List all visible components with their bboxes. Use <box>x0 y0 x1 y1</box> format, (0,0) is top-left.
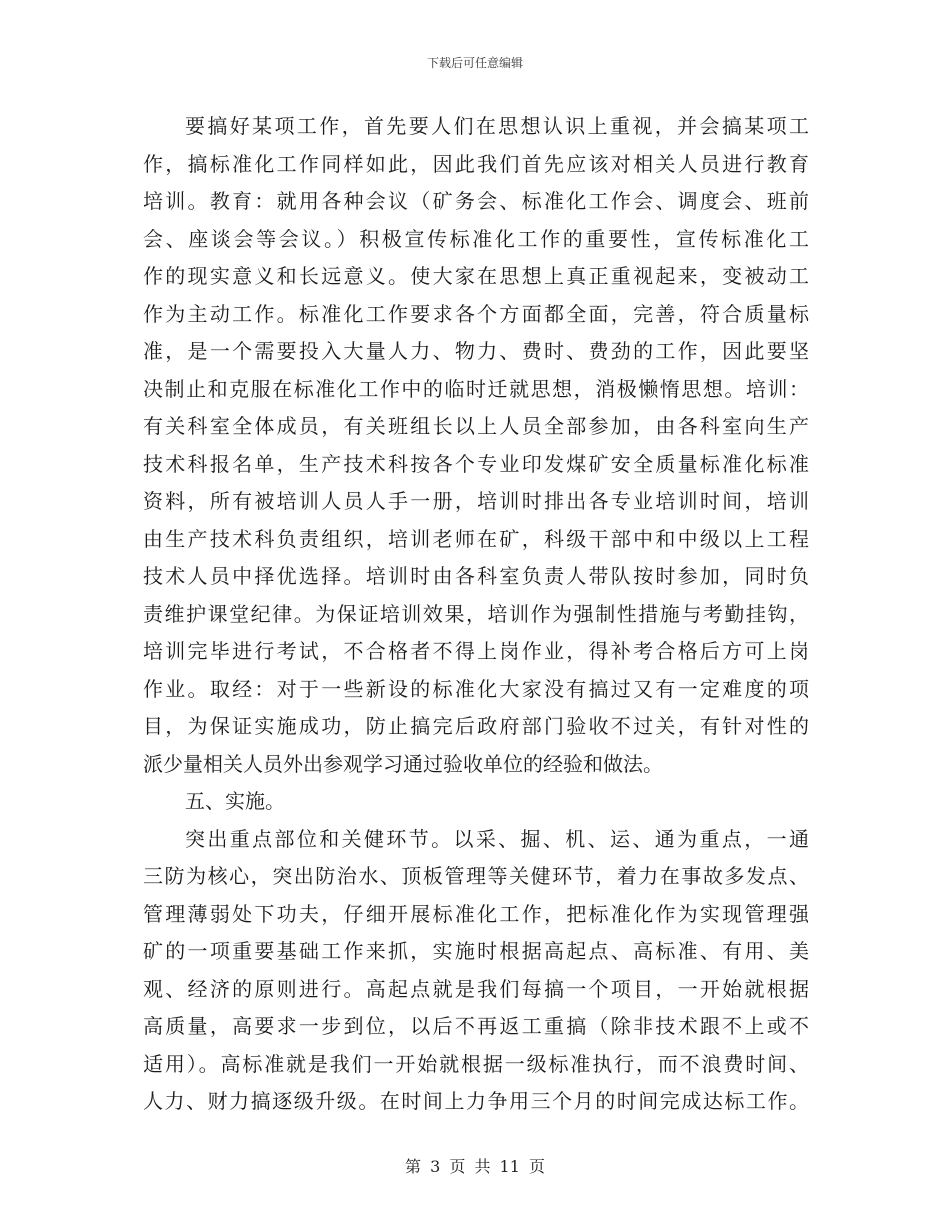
text-line: 要搞好某项工作，首先要人们在思想认识上重视，并会搞某项工 <box>185 114 809 138</box>
text-line: 责维护课堂纪律。为保证培训效果，培训作为强制性措施与考勤挂钩， <box>143 601 809 626</box>
text-line: 作业。取经：对于一些新设的标准化大家没有搞过又有一定难度的项 <box>143 676 809 701</box>
document-body <box>143 108 809 1121</box>
text-line: 技术科报名单，生产技术科按各个专业印发煤矿安全质量标准化标准 <box>143 451 809 476</box>
text-line: 目，为保证实施成功，防止搞完后政府部门验收不过关，有针对性的 <box>143 714 809 738</box>
section-heading: 五、实施。 <box>185 789 285 813</box>
page-number-footer: 第 3 页 共 11 页 <box>405 1157 545 1176</box>
text-line: 矿的一项重要基础工作来抓，实施时根据高起点、高标准、有用、美 <box>143 939 809 963</box>
text-line: 有关科室全体成员，有关班组长以上人员全部参加，由各科室向生产 <box>143 414 809 438</box>
text-line: 人力、财力搞逐级升级。在时间上力争用三个月的时间完成达标工作。 <box>143 1089 809 1113</box>
text-line: 由生产技术科负责组织，培训老师在矿，科级干部中和中级以上工程 <box>143 526 809 551</box>
text-line: 技术人员中择优选择。培训时由各科室负责人带队按时参加，同时负 <box>143 564 809 588</box>
text-line: 高质量，高要求一步到位，以后不再返工重搞（除非技术跟不上或不 <box>143 1014 809 1038</box>
text-line: 三防为核心，突出防治水、顶板管理等关健环节，着力在事故多发点、 <box>143 864 809 888</box>
text-line: 会、座谈会等会议。）积极宣传标准化工作的重要性，宣传标准化工 <box>143 226 809 251</box>
page-header: 下载后可任意编辑 <box>426 56 523 70</box>
text-line: 观、经济的原则进行。高起点就是我们每搞一个项目，一开始就根据 <box>143 976 809 1001</box>
text-line: 资料，所有被培训人员人手一册，培训时排出各专业培训时间，培训 <box>143 489 809 513</box>
text-line: 准，是一个需要投入大量人力、物力、费时、费劲的工作，因此要坚 <box>143 339 809 363</box>
text-line: 培训。教育：就用各种会议（矿务会、标准化工作会、调度会、班前 <box>143 189 809 213</box>
text-line: 适用）。高标准就是我们一开始就根据一级标准执行，而不浪费时间、 <box>143 1051 809 1076</box>
text-line: 作为主动工作。标准化工作要求各个方面都全面，完善，符合质量标 <box>143 301 809 326</box>
text-line: 作，搞标准化工作同样如此，因此我们首先应该对相关人员进行教育 <box>143 151 809 176</box>
text-line: 培训完毕进行考试，不合格者不得上岗作业，得补考合格后方可上岗 <box>143 639 809 663</box>
text-line: 派少量相关人员外出参观学习通过验收单位的经验和做法。 <box>143 751 663 776</box>
text-line: 突出重点部位和关健环节。以采、掘、机、运、通为重点，一通 <box>185 826 809 851</box>
text-line: 管理薄弱处下功夫，仔细开展标准化工作，把标准化作为实现管理强 <box>143 901 809 926</box>
text-line: 决制止和克服在标准化工作中的临时迁就思想，消极懒惰思想。培训： <box>143 376 809 401</box>
text-line: 作的现实意义和长远意义。使大家在思想上真正重视起来，变被动工 <box>143 264 809 288</box>
